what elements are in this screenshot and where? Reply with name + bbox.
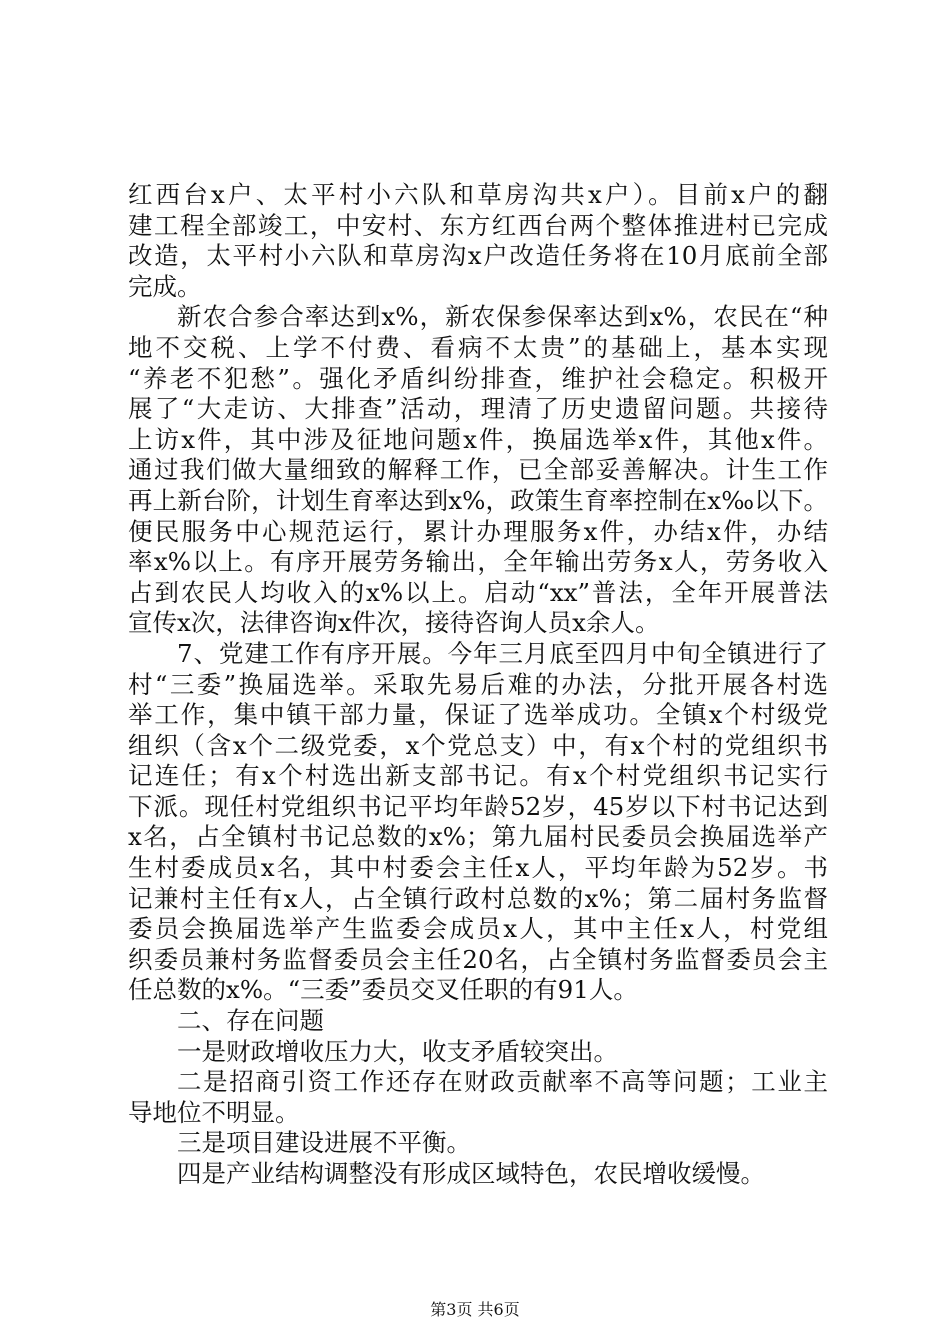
text-line: 生村委成员x名，其中村委会主任x人，平均年龄为52岁。书	[128, 853, 828, 883]
text-line: 新农合参合率达到x%，新农保参保率达到x%，农民在“种	[177, 302, 828, 332]
text-line: 完成。	[128, 271, 202, 301]
text-line: 7、党建工作有序开展。今年三月底至四月中旬全镇进行了	[177, 638, 828, 668]
text-line: 任总数的x%。“三委”委员交叉任职的有91人。	[128, 975, 638, 1005]
text-line: 组织（含x个二级党委，x个党总支）中，有x个村的党组织书	[128, 730, 828, 760]
text-line: 率x%以上。有序开展劳务输出，全年输出劳务x人，劳务收入	[128, 547, 828, 577]
text-line: 下派。现任村党组织书记平均年龄52岁，45岁以下村书记达到	[128, 791, 828, 821]
text-line: x名，占全镇村书记总数的x%；第九届村民委员会换届选举产	[128, 822, 828, 852]
text-line: 导地位不明显。	[128, 1097, 300, 1127]
text-line: 四是产业结构调整没有形成区域特色，农民增收缓慢。	[177, 1159, 765, 1188]
text-line: 改造，太平村小六队和草房沟x户改造任务将在10月底前全部	[128, 241, 828, 271]
text-line: 宣传x次，法律咨询x件次，接待咨询人员x余人。	[128, 608, 660, 638]
text-line: 委员会换届选举产生监委会成员x人，其中主任x人，村党组	[128, 914, 828, 944]
text-line: 再上新台阶，计划生育率达到x%，政策生育率控制在x‰以下。	[128, 485, 828, 515]
text-line: 二是招商引资工作还存在财政贡献率不高等问题；工业主	[177, 1067, 828, 1097]
text-line: 占到农民人均收入的x%以上。启动“xx”普法，全年开展普法	[128, 577, 828, 607]
text-line: 织委员兼村务监督委员会主任20名，占全镇村务监督委员会主	[128, 944, 828, 974]
section-heading: 二、存在问题	[177, 1006, 324, 1036]
text-line: 展了“大走访、大排查”活动，理清了历史遗留问题。共接待	[128, 394, 828, 424]
text-line: 举工作，集中镇干部力量，保证了选举成功。全镇x个村级党	[128, 700, 828, 730]
text-line: 上访x件，其中涉及征地问题x件，换届选举x件，其他x件。	[128, 424, 828, 454]
text-line: 三是项目建设进展不平衡。	[177, 1128, 471, 1158]
text-line: 建工程全部竣工，中安村、东方红西台两个整体推进村已完成	[128, 210, 828, 240]
text-line: 便民服务中心规范运行，累计办理服务x件，办结x件，办结	[128, 516, 828, 546]
body-text	[128, 180, 828, 1190]
text-line: 一是财政增收压力大，收支矛盾较突出。	[177, 1036, 618, 1066]
text-line: 记兼村主任有x人，占全镇行政村总数的x%；第二届村务监督	[128, 883, 828, 913]
text-line: 红西台x户、太平村小六队和草房沟共x户）。目前x户的翻	[128, 180, 828, 209]
page-footer: 第3页 共6页	[430, 1300, 520, 1319]
text-line: “养老不犯愁”。强化矛盾纠纷排查，维护社会稳定。积极开	[128, 363, 828, 393]
text-line: 通过我们做大量细致的解释工作，已全部妥善解决。计生工作	[128, 455, 828, 485]
text-line: 村“三委”换届选举。采取先易后难的办法，分批开展各村选	[128, 669, 828, 699]
text-line: 记连任；有x个村选出新支部书记。有x个村党组织书记实行	[128, 761, 828, 791]
text-line: 地不交税、上学不付费、看病不太贵”的基础上，基本实现	[128, 332, 828, 362]
